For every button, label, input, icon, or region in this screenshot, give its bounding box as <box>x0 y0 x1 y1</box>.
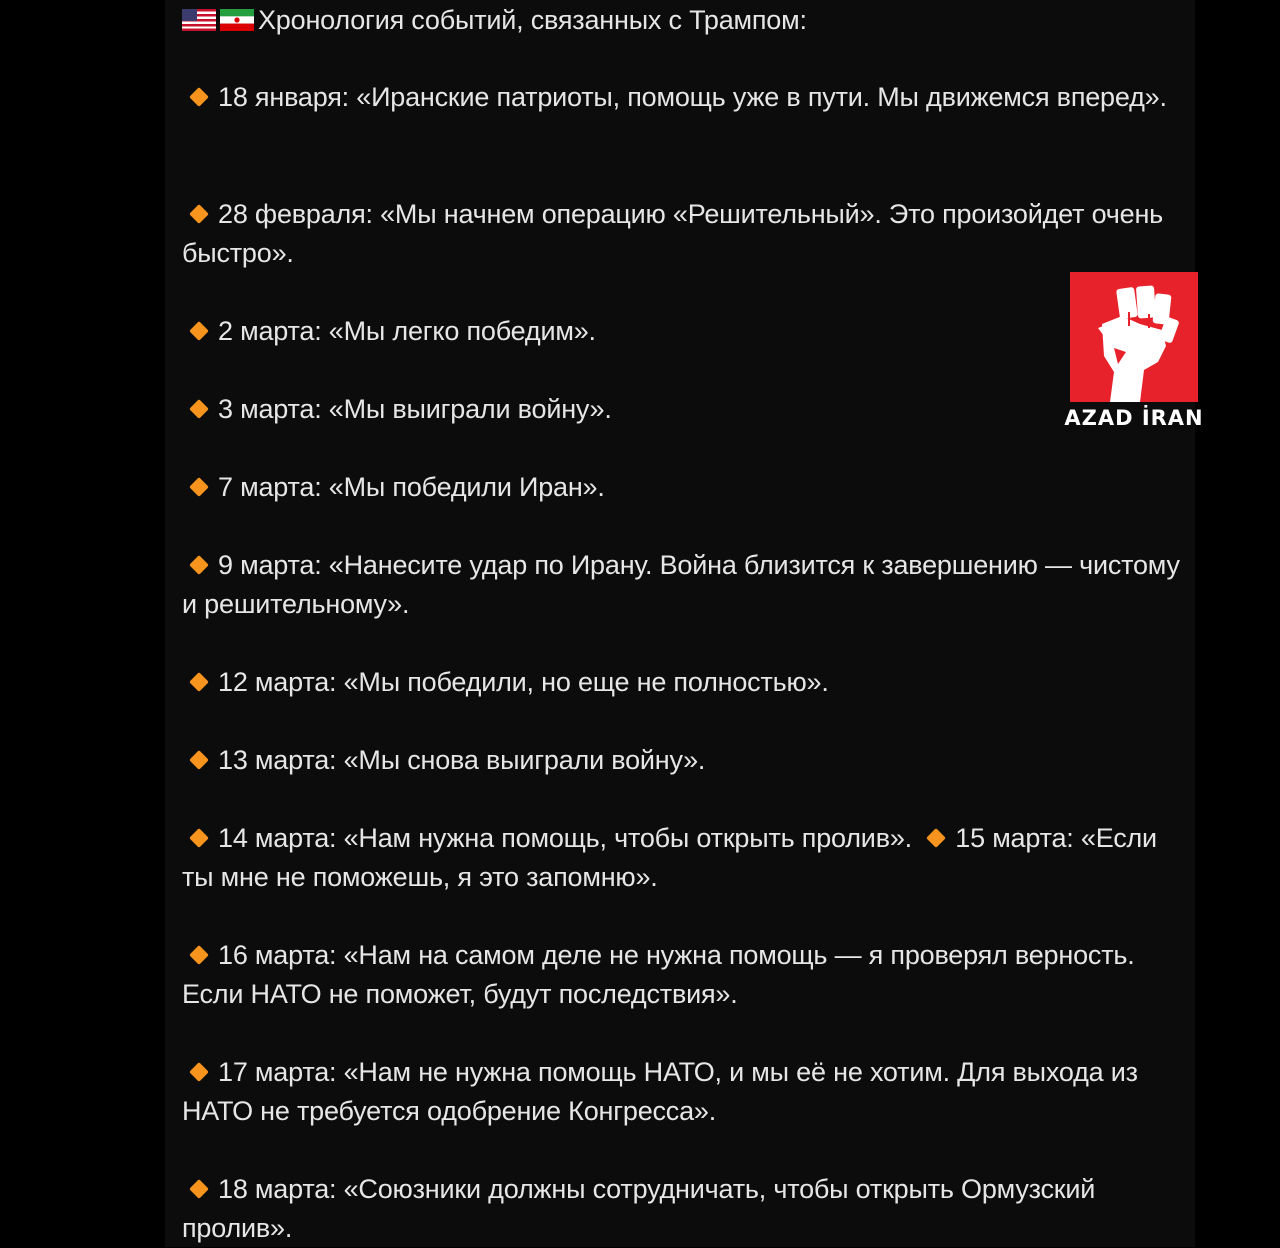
entry-text: 18 марта: «Союзники должны сотрудничать, чтобы открыть Ормузский пролив». <box>182 1174 1096 1243</box>
diamond-bullet-icon <box>189 321 209 341</box>
entry-text: 15 марта: «Если ты мне не поможешь, я это запомню». <box>182 823 1157 892</box>
list-item <box>182 819 1192 897</box>
entry-text: 7 марта: «Мы победили Иран». <box>218 472 605 502</box>
list-item <box>182 390 1192 429</box>
list-item <box>182 1170 1192 1248</box>
us-flag-icon <box>182 9 216 31</box>
raised-fist-icon <box>1070 272 1198 402</box>
diamond-bullet-icon <box>189 1179 209 1199</box>
entry-text: 17 марта: «Нам не нужна помощь НАТО, и мы её не хотим. Для выхода из НАТО не требуется одобрение Конгресса». <box>182 1057 1138 1126</box>
entry-text: 18 января: «Иранские патриоты, помощь уже в пути. Мы движемся вперед». <box>218 82 1167 112</box>
page-title: Хронология событий, связанных с Трампом: <box>258 4 807 35</box>
diamond-bullet-icon <box>189 204 209 224</box>
diamond-bullet-icon <box>926 828 946 848</box>
entry-text: 3 марта: «Мы выиграли войну». <box>218 394 612 424</box>
entry-text: 9 марта: «Нанесите удар по Ирану. Война близится к завершению — чистому и решительному». <box>182 550 1180 619</box>
list-item <box>182 936 1192 1014</box>
diamond-bullet-icon <box>189 87 209 107</box>
list-item <box>182 78 1192 117</box>
list-item <box>182 195 1192 273</box>
list-item <box>182 312 1192 351</box>
entry-text: 13 марта: «Мы снова выиграли войну». <box>218 745 706 775</box>
diamond-bullet-icon <box>189 399 209 419</box>
list-item <box>182 1053 1192 1131</box>
entry-text: 14 марта: «Нам нужна помощь, чтобы открыть пролив». <box>218 823 912 853</box>
header <box>182 0 807 40</box>
list-item <box>182 468 1192 507</box>
list-item <box>182 546 1192 624</box>
entry-text: 12 марта: «Мы победили, но еще не полностью». <box>218 667 829 697</box>
entry-text: 16 марта: «Нам на самом деле не нужна помощь — я проверял верность. Если НАТО не поможет, будут последствия». <box>182 940 1135 1009</box>
diamond-bullet-icon <box>189 945 209 965</box>
diamond-bullet-icon <box>189 828 209 848</box>
azad-iran-logo <box>1070 272 1198 402</box>
list-item <box>182 741 1192 780</box>
list-item <box>182 663 1192 702</box>
diamond-bullet-icon <box>189 477 209 497</box>
diamond-bullet-icon <box>189 1062 209 1082</box>
logo-text: AZAD İRAN <box>1064 406 1204 430</box>
iran-flag-icon <box>220 9 254 31</box>
entry-text: 28 февраля: «Мы начнем операцию «Решительный». Это произойдет очень быстро». <box>182 199 1164 268</box>
diamond-bullet-icon <box>189 750 209 770</box>
diamond-bullet-icon <box>189 555 209 575</box>
diamond-bullet-icon <box>189 672 209 692</box>
entry-text: 2 марта: «Мы легко победим». <box>218 316 596 346</box>
